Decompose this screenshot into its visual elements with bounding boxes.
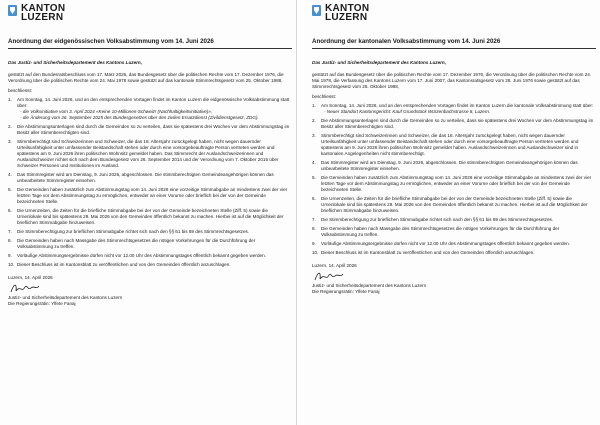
authority: Das Justiz- und Sicherheitsdepartement des Kantons Luzern, <box>312 60 447 65</box>
item-text <box>321 175 596 193</box>
item-number: 5. <box>312 175 316 180</box>
resolution-item <box>312 241 596 247</box>
item-number: 4. <box>8 172 12 177</box>
item-main-text: Die Urnenzeiten, die Zeiten für die briefliche Stimmabgabe bei der von der Gemeinde bezeichneten Stelle (Ziff. 5) sowie die Urnenlokale sind bis spätestens 29. Mai 2026 von den Gemeinden öffentlich bekannt zu machen. Hierbei ist auf die Möglichkeit der brieflichen Stimmabgabe hinzuweisen. <box>321 196 588 213</box>
item-subpoint: - Neuer Standort Kantonsgericht: Kauf Grundstück Würzenbachstrasse 8, Luzern. <box>324 109 491 114</box>
item-subpoint: - die Volksinitiative vom 3. April 2024 «Keine 10-Millionen-Schweiz! (Nachhaltigkeitsinitiative)», <box>20 109 213 114</box>
resolution-item <box>312 196 596 214</box>
resolution-item <box>8 139 292 169</box>
item-text <box>321 160 596 172</box>
item-main-text: Die Gemeinden haben nach Massgabe des Stimmrechtsgesetzes die nötigen Vorkehrungen für die Durchführung der Volksabstimmung zu treffen. <box>321 226 560 237</box>
logo-line: KANTON <box>21 3 66 14</box>
place-date: Luzern, 14. April 2026 <box>8 275 53 280</box>
item-main-text: Die Abstimmungsunterlagen sind durch die Gemeinden so zu verteilen, dass sie spätestens drei Wochen vor dem Abstimmungstag im Besitz aller Stimmberechtigten sind. <box>321 118 594 129</box>
document-title: Anordnung der eidgenössischen Volksabstimmung vom 14. Juni 2026 <box>8 38 292 49</box>
signature-block <box>8 275 292 307</box>
canton-shield-icon <box>312 5 321 16</box>
resolution-item <box>8 124 292 136</box>
preamble: gestützt auf den Bundesratsbeschluss vom 17. März 2026, das Bundesgesetz über die politischen Rechte vom 17. Dezember 1976, die Verordnung über die politischen Rechte vom 24. Mai 1978 sowie gestützt auf das kantonale Stimmrechtsgesetz vom 25. Oktober 1988, <box>8 72 284 83</box>
resolution-item <box>8 262 292 268</box>
item-text <box>17 253 292 259</box>
item-text <box>321 133 596 157</box>
resolution-item <box>312 217 596 223</box>
document-body <box>8 60 292 271</box>
item-number: 10. <box>8 262 15 267</box>
logo-text <box>21 4 111 22</box>
resolution-item <box>312 160 596 172</box>
item-main-text: Am Sonntag, 14. Juni 2026, und an den entsprechenden Vortagen findet im Kanton Luzern die kantonale Volksabstimmung statt über: <box>321 103 594 108</box>
document-page-federal <box>0 0 297 425</box>
item-main-text: Die Gemeinden haben nach Massgabe des Stimmrechtsgesetzes die nötigen Vorkehrungen für die Durchführung der Volksabstimmung zu treffen. <box>17 238 256 249</box>
resolution-item <box>8 238 292 250</box>
resolution-item <box>8 97 292 121</box>
item-subpoint: - die Änderung vom 26. September 2025 des Bundesgesetzes über den zivilen Ersatzdienst (Zivildienstgesetz, ZDG). <box>20 115 259 120</box>
item-number: 3. <box>312 133 316 138</box>
resolution-item <box>312 226 596 238</box>
item-number: 8. <box>312 226 316 231</box>
resolution-list <box>312 103 596 256</box>
item-number: 1. <box>8 97 12 102</box>
resolution-heading: beschliesst: <box>8 88 33 93</box>
item-main-text: Die Stimmberechtigung zur brieflichen Stimmabgabe richtet sich nach den §§ 61 bis 69 des Stimmrechtsgesetzes. <box>321 217 554 222</box>
handwritten-signature <box>8 281 48 295</box>
resolution-item <box>312 250 596 256</box>
item-main-text: Die Abstimmungsunterlagen sind durch die Gemeinden so zu verteilen, dass sie spätestens drei Wochen vor dem Abstimmungstag im Besitz aller Stimmberechtigten sind. <box>17 124 290 135</box>
signer-role: Die Regierungsrätin: Ylfete Fanaj <box>8 301 76 306</box>
signer-role: Die Regierungsrätin: Ylfete Fanaj <box>312 289 380 294</box>
item-number: 1. <box>312 103 316 108</box>
resolution-item <box>8 172 292 184</box>
item-text <box>17 262 292 268</box>
item-text <box>17 238 292 250</box>
resolution-item <box>8 229 292 235</box>
item-number: 8. <box>8 238 12 243</box>
preamble: gestützt auf das Bundesgesetz über die politischen Rechte vom 17. Dezember 1976, die Verordnung über die politischen Rechte vom 24. Mai 1978, die Verfassung des Kantons Luzern vom 17. Juni 2007, das Kantonsratsgesetz vom 28. Juni 1976 sowie gestützt auf das Stimmrechtsgesetz vom 25. Oktober 1988, <box>312 72 592 89</box>
item-text <box>17 187 292 205</box>
item-text <box>17 229 292 235</box>
handwritten-signature <box>312 269 352 283</box>
item-number: 3. <box>8 139 12 144</box>
item-main-text: Die Stimmberechtigung zur brieflichen Stimmabgabe richtet sich nach den §§ 61 bis 69 des Stimmrechtsgesetzes. <box>17 229 250 234</box>
item-main-text: Die Urnenzeiten, die Zeiten für die briefliche Stimmabgabe bei der von der Gemeinde bezeichneten Stelle (Ziff. 5) sowie die Urnenlokale sind bis spätestens 29. Mai 2026 von den Gemeinden öffentlich bekannt zu machen. Hierbei ist auf die Möglichkeit der brieflichen Stimmabgabe hinzuweisen. <box>17 208 284 225</box>
item-text <box>321 103 596 115</box>
item-number: 2. <box>312 118 316 123</box>
item-main-text: Am Sonntag, 14. Juni 2026, und an den entsprechenden Vortagen findet im Kanton Luzern die eidgenössische Volksabstimmung statt über: <box>17 97 290 108</box>
item-main-text: Die Gemeinden haben zusätzlich zum Abstimmungstag vom 14. Juni 2026 eine vorzeitige Stimmabgabe an mindestens zwei der vier letzten Tage vor dem Abstimmungstag zu ermöglichen, entweder an einer Vorurne oder brieflich bei der von der Gemeinde bezeichneten Stelle. <box>321 175 592 192</box>
item-text <box>17 139 292 169</box>
resolution-item <box>8 208 292 226</box>
item-main-text: Dieser Beschluss ist im Kantonsblatt zu veröffentlichen und von den Gemeinden öffentlich anzuschlagen. <box>17 262 231 267</box>
item-text <box>321 241 596 247</box>
canton-shield-icon <box>8 5 17 16</box>
resolution-list <box>8 97 292 268</box>
item-number: 7. <box>8 229 12 234</box>
signer: Justiz- und Sicherheitsdepartement des Kantons Luzern <box>8 295 123 300</box>
item-main-text: Die Gemeinden haben zusätzlich zum Abstimmungstag vom 14. Juni 2026 eine vorzeitige Stimmabgabe an mindestens zwei der vier letzten Tage vor dem Abstimmungstag zu ermöglichen, entweder an einer Vorurne oder brieflich bei der von der Gemeinde bezeichneten Stelle. <box>17 187 288 204</box>
item-text <box>321 118 596 130</box>
signer: Justiz- und Sicherheitsdepartement des Kantons Luzern <box>312 283 427 288</box>
item-number: 2. <box>8 124 12 129</box>
item-text <box>17 124 292 136</box>
item-number: 10. <box>312 250 319 255</box>
item-text <box>17 208 292 226</box>
resolution-heading: beschliesst: <box>312 94 337 99</box>
authority: Das Justiz- und Sicherheitsdepartement des Kantons Luzern, <box>8 60 143 65</box>
item-text <box>17 97 292 121</box>
resolution-item <box>312 103 596 115</box>
item-main-text: Stimmberechtigt sind Schweizerinnen und Schweizer, die das 18. Altersjahr zurückgelegt haben, nicht wegen dauernder Urteilsunfähigkeit unter umfassender Beistandschaft stehen oder durch eine vorsorgebeauftragte Person vertreten werden und spätestens am 9. Juni 2026 ihren politischen Wohnsitz gemeldet haben. Auslandschweizerinnen und Auslandschweizer sind in kantonalen Angelegenheiten nicht stimmberechtigt. <box>321 133 579 156</box>
document-body <box>312 60 596 259</box>
logo-line: LUZERN <box>21 12 64 23</box>
item-number: 5. <box>8 187 12 192</box>
item-main-text: Stimmberechtigt sind Schweizerinnen und Schweizer, die das 18. Altersjahr zurückgelegt haben, nicht wegen dauernder Urteilsunfähigkeit unter umfassender Beistandschaft stehen oder durch eine vorsorgebeauftragte Person vertreten werden und spätestens am 9. Juni 2026 ihren politischen Wohnsitz gemeldet haben. Das Stimmrecht der Auslandschweizerinnen und Auslandschweizer richtet sich nach dem Bundesgesetz vom 26. September 2014 und der Verordnung vom 7. Oktober 2015 über Schweizer Personen und Institutionen im Ausland. <box>17 139 279 168</box>
item-main-text: Vorläufige Abstimmungsergebnisse dürfen nicht vor 12.00 Uhr des Abstimmungstages öffentlich bekannt gegeben werden. <box>321 241 570 246</box>
item-number: 9. <box>312 241 316 246</box>
place-date: Luzern, 14. April 2026 <box>312 263 357 268</box>
item-number: 4. <box>312 160 316 165</box>
item-text <box>321 226 596 238</box>
item-text <box>321 217 596 223</box>
item-text <box>17 172 292 184</box>
resolution-item <box>312 118 596 130</box>
resolution-item <box>312 133 596 157</box>
item-number: 9. <box>8 253 12 258</box>
item-main-text: Das Stimmregister wird am Dienstag, 9. Juni 2026, abgeschlossen. Die stimmberechtigten Gemeindeangehörigen können das unbearbeitete Stimmregister einsehen. <box>17 172 274 183</box>
item-number: 6. <box>312 196 316 201</box>
document-page-cantonal <box>304 0 600 425</box>
item-main-text: Das Stimmregister wird am Dienstag, 9. Juni 2026, abgeschlossen. Die stimmberechtigten Gemeindeangehörigen können das unbearbeitete Stimmregister einsehen. <box>321 160 578 171</box>
resolution-item <box>312 175 596 193</box>
item-main-text: Vorläufige Abstimmungsergebnisse dürfen nicht vor 12.00 Uhr des Abstimmungstages öffentlich bekannt gegeben werden. <box>17 253 266 258</box>
item-number: 7. <box>312 217 316 222</box>
signature-block <box>312 263 596 295</box>
logo-text <box>325 4 415 22</box>
logo-line: KANTON <box>325 3 370 14</box>
logo-line: LUZERN <box>325 12 368 23</box>
item-main-text: Dieser Beschluss ist im Kantonsblatt zu veröffentlichen und von den Gemeinden öffentlich anzuschlagen. <box>321 250 535 255</box>
resolution-item <box>8 253 292 259</box>
item-text <box>321 250 596 256</box>
item-number: 6. <box>8 208 12 213</box>
document-title: Anordnung der kantonalen Volksabstimmung vom 14. Juni 2026 <box>312 38 596 49</box>
resolution-item <box>8 187 292 205</box>
item-text <box>321 196 596 214</box>
